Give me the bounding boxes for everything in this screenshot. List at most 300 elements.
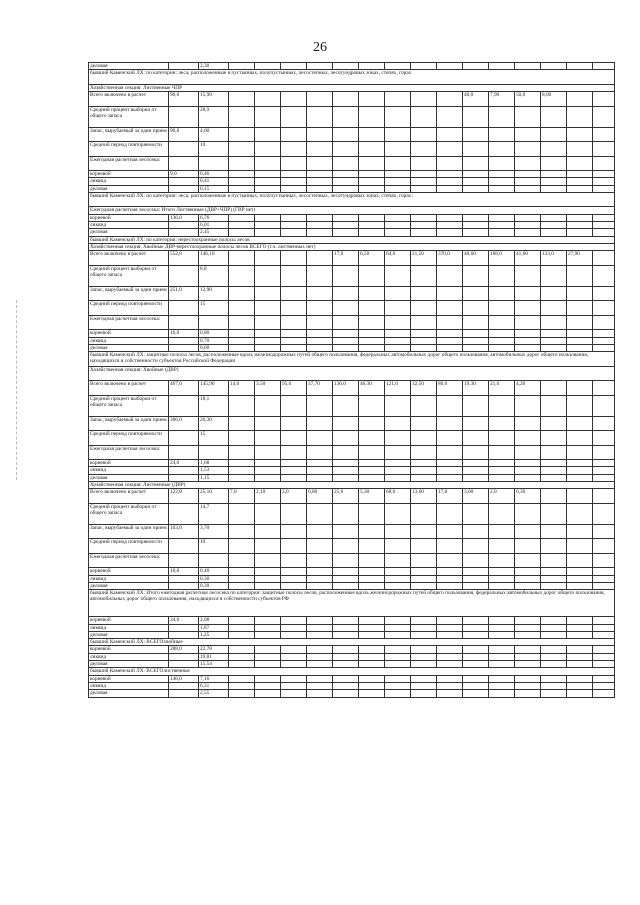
value-cell: 7,90: [489, 92, 515, 107]
value-cell: 64,0: [385, 251, 411, 266]
value-cell: [333, 524, 359, 539]
value-cell: [515, 156, 541, 171]
row-label-cell: Всего включено в расчет: [89, 92, 169, 107]
table-row: [89, 503, 615, 524]
table-section-row: [89, 352, 615, 367]
value-cell: [515, 171, 541, 178]
value-cell: [463, 416, 489, 431]
value-cell: [411, 92, 437, 107]
value-cell: [541, 646, 567, 653]
value-cell: [489, 106, 515, 127]
value-cell: 146,10: [199, 251, 229, 266]
value-cell: [593, 315, 615, 330]
value-cell: [385, 431, 411, 446]
value-cell: [515, 582, 541, 589]
value-cell: 10: [199, 142, 229, 157]
value-cell: 1,53: [199, 467, 229, 474]
value-cell: [169, 63, 199, 70]
value-cell: [567, 489, 593, 504]
value-cell: [333, 431, 359, 446]
value-cell: [541, 337, 567, 344]
table-row: [89, 63, 615, 70]
value-cell: [515, 690, 541, 697]
value-cell: [437, 106, 463, 127]
value-cell: [333, 286, 359, 301]
value-cell: [515, 344, 541, 351]
table-row: [89, 646, 615, 653]
value-cell: [515, 229, 541, 236]
row-label-cell: деловая: [89, 474, 169, 481]
value-cell: [437, 617, 463, 624]
value-cell: [255, 575, 281, 582]
value-cell: [541, 568, 567, 575]
value-cell: 18,1: [199, 395, 229, 416]
value-cell: [593, 617, 615, 624]
value-cell: [359, 286, 385, 301]
value-cell: [411, 431, 437, 446]
value-cell: [437, 575, 463, 582]
value-cell: [437, 445, 463, 460]
value-cell: [489, 127, 515, 142]
value-cell: 14,7: [199, 503, 229, 524]
section-heading-cell: Хозяйственная секция: Хвойные ДВР-нерестоохранные полосы лесов ВСЕГО (т.ч. лиственных нет): [89, 243, 615, 250]
value-cell: [437, 92, 463, 107]
value-cell: [359, 690, 385, 697]
value-cell: [385, 575, 411, 582]
table-row: [89, 381, 615, 396]
row-label-cell: ликвид: [89, 222, 169, 229]
value-cell: 2,45: [199, 229, 229, 236]
row-label-cell: Средний период повторяемости: [89, 142, 169, 157]
value-cell: [255, 142, 281, 157]
value-cell: [359, 568, 385, 575]
row-label-cell: Всего включено в расчет: [89, 489, 169, 504]
value-cell: [593, 568, 615, 575]
value-cell: [255, 524, 281, 539]
value-cell: [515, 661, 541, 668]
value-cell: [515, 127, 541, 142]
value-cell: [307, 568, 333, 575]
value-cell: [385, 582, 411, 589]
value-cell: [359, 330, 385, 337]
value-cell: [567, 575, 593, 582]
value-cell: [463, 127, 489, 142]
value-cell: [437, 142, 463, 157]
table-row: [89, 524, 615, 539]
value-cell: [489, 301, 515, 316]
value-cell: [281, 344, 307, 351]
value-cell: [463, 214, 489, 221]
value-cell: [229, 675, 255, 682]
value-cell: [437, 63, 463, 70]
value-cell: [385, 445, 411, 460]
value-cell: [593, 467, 615, 474]
value-cell: [541, 315, 567, 330]
table-row: [89, 682, 615, 689]
row-label-cell: Ежегодная расчетная лесосека:: [89, 315, 169, 330]
value-cell: [229, 63, 255, 70]
value-cell: [489, 582, 515, 589]
value-cell: [169, 445, 199, 460]
value-cell: 5,30: [359, 489, 385, 504]
value-cell: 0,80: [307, 489, 333, 504]
value-cell: [359, 653, 385, 660]
value-cell: [463, 675, 489, 682]
table-row: [89, 106, 615, 127]
value-cell: [281, 156, 307, 171]
value-cell: [541, 503, 567, 524]
value-cell: 19,81: [199, 653, 229, 660]
value-cell: [359, 171, 385, 178]
value-cell: [307, 653, 333, 660]
value-cell: [593, 395, 615, 416]
value-cell: [593, 171, 615, 178]
value-cell: [411, 539, 437, 554]
value-cell: [307, 646, 333, 653]
value-cell: [515, 185, 541, 192]
value-cell: [333, 661, 359, 668]
value-cell: [489, 503, 515, 524]
value-cell: [567, 344, 593, 351]
value-cell: [333, 142, 359, 157]
value-cell: [333, 106, 359, 127]
value-cell: 2,30: [199, 63, 229, 70]
value-cell: [437, 467, 463, 474]
value-cell: [567, 582, 593, 589]
value-cell: 95,0: [281, 381, 307, 396]
value-cell: [255, 474, 281, 481]
table-section-row: [89, 84, 615, 91]
value-cell: 136,0: [333, 381, 359, 396]
table-row: [89, 624, 615, 631]
value-cell: [359, 156, 385, 171]
value-cell: [541, 265, 567, 286]
value-cell: [463, 661, 489, 668]
value-cell: [255, 568, 281, 575]
value-cell: [593, 63, 615, 70]
value-cell: [567, 503, 593, 524]
value-cell: [169, 690, 199, 697]
value-cell: [255, 460, 281, 467]
value-cell: [593, 156, 615, 171]
value-cell: [541, 214, 567, 221]
value-cell: [593, 489, 615, 504]
value-cell: [333, 416, 359, 431]
value-cell: [307, 106, 333, 127]
value-cell: [359, 229, 385, 236]
value-cell: [541, 653, 567, 660]
section-heading-cell: бывший Каменский ЛХ: защитные полосы лесов, расположенные вдоль железнодорожных путей общего пользования, федеральных автомобильных дорог общего пользования, автомобильных дорог общего пользования, находящихся в собственности субъектов Российской Федерации: [89, 352, 615, 367]
value-cell: [411, 106, 437, 127]
value-cell: [411, 653, 437, 660]
value-cell: [255, 582, 281, 589]
value-cell: [463, 344, 489, 351]
table-row: [89, 395, 615, 416]
value-cell: [515, 142, 541, 157]
value-cell: [437, 568, 463, 575]
value-cell: [489, 661, 515, 668]
value-cell: [281, 106, 307, 127]
value-cell: [255, 344, 281, 351]
value-cell: [411, 315, 437, 330]
value-cell: [463, 631, 489, 638]
value-cell: [437, 395, 463, 416]
value-cell: 68,0: [385, 489, 411, 504]
table-row: [89, 653, 615, 660]
value-cell: [593, 286, 615, 301]
value-cell: [255, 539, 281, 554]
value-cell: [567, 661, 593, 668]
value-cell: [567, 142, 593, 157]
row-label-cell: Средний процент выборки от общего запаса: [89, 106, 169, 127]
value-cell: [385, 222, 411, 229]
value-cell: 288,0: [169, 646, 199, 653]
value-cell: [333, 682, 359, 689]
value-cell: [255, 553, 281, 568]
value-cell: [229, 445, 255, 460]
value-cell: [307, 127, 333, 142]
value-cell: [463, 395, 489, 416]
value-cell: [489, 265, 515, 286]
value-cell: [567, 229, 593, 236]
value-cell: [437, 653, 463, 660]
value-cell: [437, 286, 463, 301]
value-cell: [229, 682, 255, 689]
value-cell: [411, 330, 437, 337]
value-cell: [567, 315, 593, 330]
value-cell: [255, 92, 281, 107]
value-cell: 3,70: [199, 524, 229, 539]
value-cell: [169, 265, 199, 286]
value-cell: [593, 582, 615, 589]
value-cell: [593, 251, 615, 266]
value-cell: [463, 222, 489, 229]
value-cell: [567, 156, 593, 171]
value-cell: [255, 646, 281, 653]
value-cell: [255, 467, 281, 474]
row-label-cell: деловая: [89, 661, 169, 668]
value-cell: [333, 178, 359, 185]
value-cell: [411, 265, 437, 286]
value-cell: [229, 286, 255, 301]
row-label-cell: деловая: [89, 185, 169, 192]
value-cell: [411, 503, 437, 524]
value-cell: [463, 575, 489, 582]
value-cell: [411, 178, 437, 185]
value-cell: [463, 142, 489, 157]
value-cell: [281, 127, 307, 142]
value-cell: [515, 624, 541, 631]
value-cell: [169, 661, 199, 668]
value-cell: [359, 63, 385, 70]
value-cell: [169, 575, 199, 582]
value-cell: 46,30: [359, 381, 385, 396]
value-cell: [463, 617, 489, 624]
value-cell: [307, 416, 333, 431]
value-cell: [463, 553, 489, 568]
value-cell: 28,9: [199, 106, 229, 127]
page-number: 26: [313, 40, 327, 55]
value-cell: 370,0: [437, 251, 463, 266]
value-cell: [541, 178, 567, 185]
value-cell: [385, 214, 411, 221]
value-cell: [385, 330, 411, 337]
value-cell: [359, 431, 385, 446]
value-cell: [437, 265, 463, 286]
value-cell: [567, 63, 593, 70]
value-cell: [333, 330, 359, 337]
value-cell: [385, 646, 411, 653]
table-row: [89, 675, 615, 682]
value-cell: [255, 682, 281, 689]
value-cell: [463, 171, 489, 178]
value-cell: [567, 631, 593, 638]
value-cell: 26,30: [199, 416, 229, 431]
value-cell: 6,76: [199, 214, 229, 221]
value-cell: [463, 624, 489, 631]
table-section-row: [89, 207, 615, 214]
row-label-cell: ликвид: [89, 178, 169, 185]
value-cell: 7,0: [229, 489, 255, 504]
value-cell: [541, 185, 567, 192]
value-cell: [437, 503, 463, 524]
value-cell: [359, 445, 385, 460]
value-cell: 6,01: [199, 222, 229, 229]
row-label-cell: Запас, вырубаемый за один прием: [89, 127, 169, 142]
value-cell: [411, 214, 437, 221]
value-cell: [255, 222, 281, 229]
value-cell: [463, 690, 489, 697]
value-cell: 2,55: [199, 690, 229, 697]
value-cell: [255, 251, 281, 266]
value-cell: [411, 337, 437, 344]
value-cell: [541, 63, 567, 70]
value-cell: [437, 222, 463, 229]
value-cell: [593, 445, 615, 460]
value-cell: [229, 265, 255, 286]
value-cell: [437, 624, 463, 631]
value-cell: [593, 106, 615, 127]
value-cell: [169, 185, 199, 192]
value-cell: [229, 661, 255, 668]
row-label-cell: Запас, вырубаемый за один прием: [89, 416, 169, 431]
value-cell: [307, 467, 333, 474]
value-cell: [567, 653, 593, 660]
value-cell: [463, 286, 489, 301]
value-cell: [437, 214, 463, 221]
value-cell: [515, 265, 541, 286]
value-cell: [515, 106, 541, 127]
value-cell: [489, 524, 515, 539]
row-label-cell: ликвид: [89, 467, 169, 474]
value-cell: [333, 214, 359, 221]
value-cell: [333, 690, 359, 697]
value-cell: [385, 653, 411, 660]
section-heading-cell: бывший Каменский ЛХ: по категории: леса, расположенные в пустынных, полупустынных, лесостепных, лесотундровых зонах, степях, горах: [89, 70, 615, 85]
value-cell: [333, 575, 359, 582]
value-cell: [169, 682, 199, 689]
value-cell: [229, 503, 255, 524]
value-cell: [411, 286, 437, 301]
value-cell: [515, 631, 541, 638]
value-cell: [307, 156, 333, 171]
value-cell: [541, 416, 567, 431]
value-cell: [515, 568, 541, 575]
value-cell: [307, 142, 333, 157]
value-cell: 2,0: [489, 489, 515, 504]
value-cell: [255, 503, 281, 524]
table-row: [89, 631, 615, 638]
value-cell: [307, 178, 333, 185]
value-cell: [333, 474, 359, 481]
row-label-cell: деловая: [89, 63, 169, 70]
value-cell: 168,0: [489, 251, 515, 266]
value-cell: [463, 646, 489, 653]
value-cell: 4,20: [515, 381, 541, 396]
table-row: [89, 337, 615, 344]
value-cell: [515, 301, 541, 316]
value-cell: [541, 682, 567, 689]
table-row: [89, 127, 615, 142]
value-cell: [229, 653, 255, 660]
value-cell: [567, 381, 593, 396]
value-cell: [169, 337, 199, 344]
value-cell: 1,25: [199, 631, 229, 638]
value-cell: [463, 539, 489, 554]
value-cell: [437, 171, 463, 178]
value-cell: [489, 214, 515, 221]
value-cell: [307, 575, 333, 582]
value-cell: [169, 503, 199, 524]
value-cell: [489, 675, 515, 682]
value-cell: [411, 553, 437, 568]
row-label-cell: Средний период повторяемости: [89, 301, 169, 316]
value-cell: [489, 653, 515, 660]
value-cell: [281, 631, 307, 638]
value-cell: [255, 431, 281, 446]
value-cell: 0,40: [199, 568, 229, 575]
value-cell: [229, 568, 255, 575]
value-cell: [515, 214, 541, 221]
value-cell: [515, 286, 541, 301]
value-cell: [255, 63, 281, 70]
value-cell: [229, 582, 255, 589]
value-cell: [463, 178, 489, 185]
section-heading-cell: Ежегодная расчетная лесосека: Итого Лиственные (ДВР+ЧПР) (ГВР нет): [89, 207, 615, 214]
value-cell: [229, 474, 255, 481]
value-cell: [567, 127, 593, 142]
value-cell: [437, 127, 463, 142]
value-cell: 25,0: [333, 489, 359, 504]
value-cell: [359, 503, 385, 524]
value-cell: [385, 467, 411, 474]
value-cell: [281, 222, 307, 229]
value-cell: 0,30: [515, 489, 541, 504]
value-cell: [229, 617, 255, 624]
value-cell: [359, 467, 385, 474]
value-cell: [567, 524, 593, 539]
value-cell: [255, 156, 281, 171]
value-cell: [359, 631, 385, 638]
value-cell: [307, 624, 333, 631]
table-row: [89, 553, 615, 568]
value-cell: [281, 251, 307, 266]
value-cell: [541, 539, 567, 554]
value-cell: 2,08: [199, 617, 229, 624]
value-cell: [281, 92, 307, 107]
value-cell: 136,0: [169, 214, 199, 221]
value-cell: [385, 301, 411, 316]
